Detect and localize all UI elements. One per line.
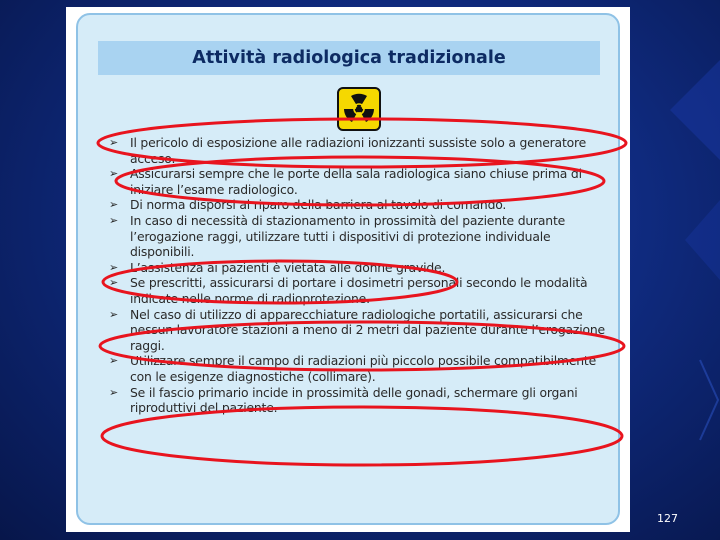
bullet-arrow-icon: ➢	[109, 213, 119, 227]
bullet-arrow-icon: ➢	[109, 276, 119, 290]
list-item	[109, 197, 611, 213]
bullet-arrow-icon: ➢	[109, 198, 119, 212]
rule-text: Assicurarsi sempre che le porte della sala radiologica siano chiuse prima di iniziare l’esame radiologico.	[130, 166, 582, 197]
list-item	[109, 307, 611, 354]
bullet-arrow-icon: ➢	[109, 385, 119, 399]
bullet-arrow-icon: ➢	[109, 307, 119, 321]
list-item	[109, 260, 611, 276]
rule-text: Se prescritti, assicurarsi di portare i dosimetri personali secondo le modalità indicate nelle norme di radioprotezione.	[130, 275, 588, 306]
list-item	[109, 135, 611, 166]
bullet-arrow-icon: ➢	[109, 136, 119, 149]
rule-text: Se il fascio primario incide in prossimità delle gonadi, schermare gli organi riproduttivi del paziente.	[130, 384, 578, 416]
bullet-arrow-icon: ➢	[109, 354, 119, 368]
page-number: 127	[657, 512, 678, 525]
rule-text: Utilizzare sempre il campo di radiazioni più piccolo possibile compatibilmente con le esigenze diagnostiche (collimare).	[130, 353, 597, 384]
rule-text: In caso di necessità di stazionamento in prossimità del paziente durante l’erogazione raggi, utilizzare tutti i dispositivi di protezione individuale disponibili.	[130, 212, 566, 260]
safety-rules-list	[109, 135, 611, 416]
list-item	[109, 213, 611, 260]
rule-text: Nel caso di utilizzo di apparecchiature radiologiche portatili, assicurarsi che nessun lavoratore stazioni a meno di 2 metri dal paziente durante l’erogazione raggi.	[130, 306, 605, 353]
list-item	[109, 166, 611, 197]
bullet-arrow-icon: ➢	[109, 167, 119, 181]
bullet-arrow-icon: ➢	[109, 260, 119, 274]
rule-text: L’assistenza ai pazienti è vietata alle donne gravide.	[130, 259, 446, 275]
radiation-hazard-icon	[337, 87, 381, 131]
rule-text: Il pericolo di esposizione alle radiazioni ionizzanti sussiste solo a generatore acceso.	[130, 135, 587, 166]
safety-card	[76, 13, 620, 525]
list-item	[109, 353, 611, 384]
list-item	[109, 385, 611, 416]
slide-decoration	[630, 0, 720, 540]
document-panel	[66, 7, 630, 532]
rule-text: Di norma disporsi al riparo della barriera al tavolo di comando.	[130, 197, 507, 213]
list-item	[109, 275, 611, 306]
card-title: Attività radiologica tradizionale	[98, 41, 600, 75]
